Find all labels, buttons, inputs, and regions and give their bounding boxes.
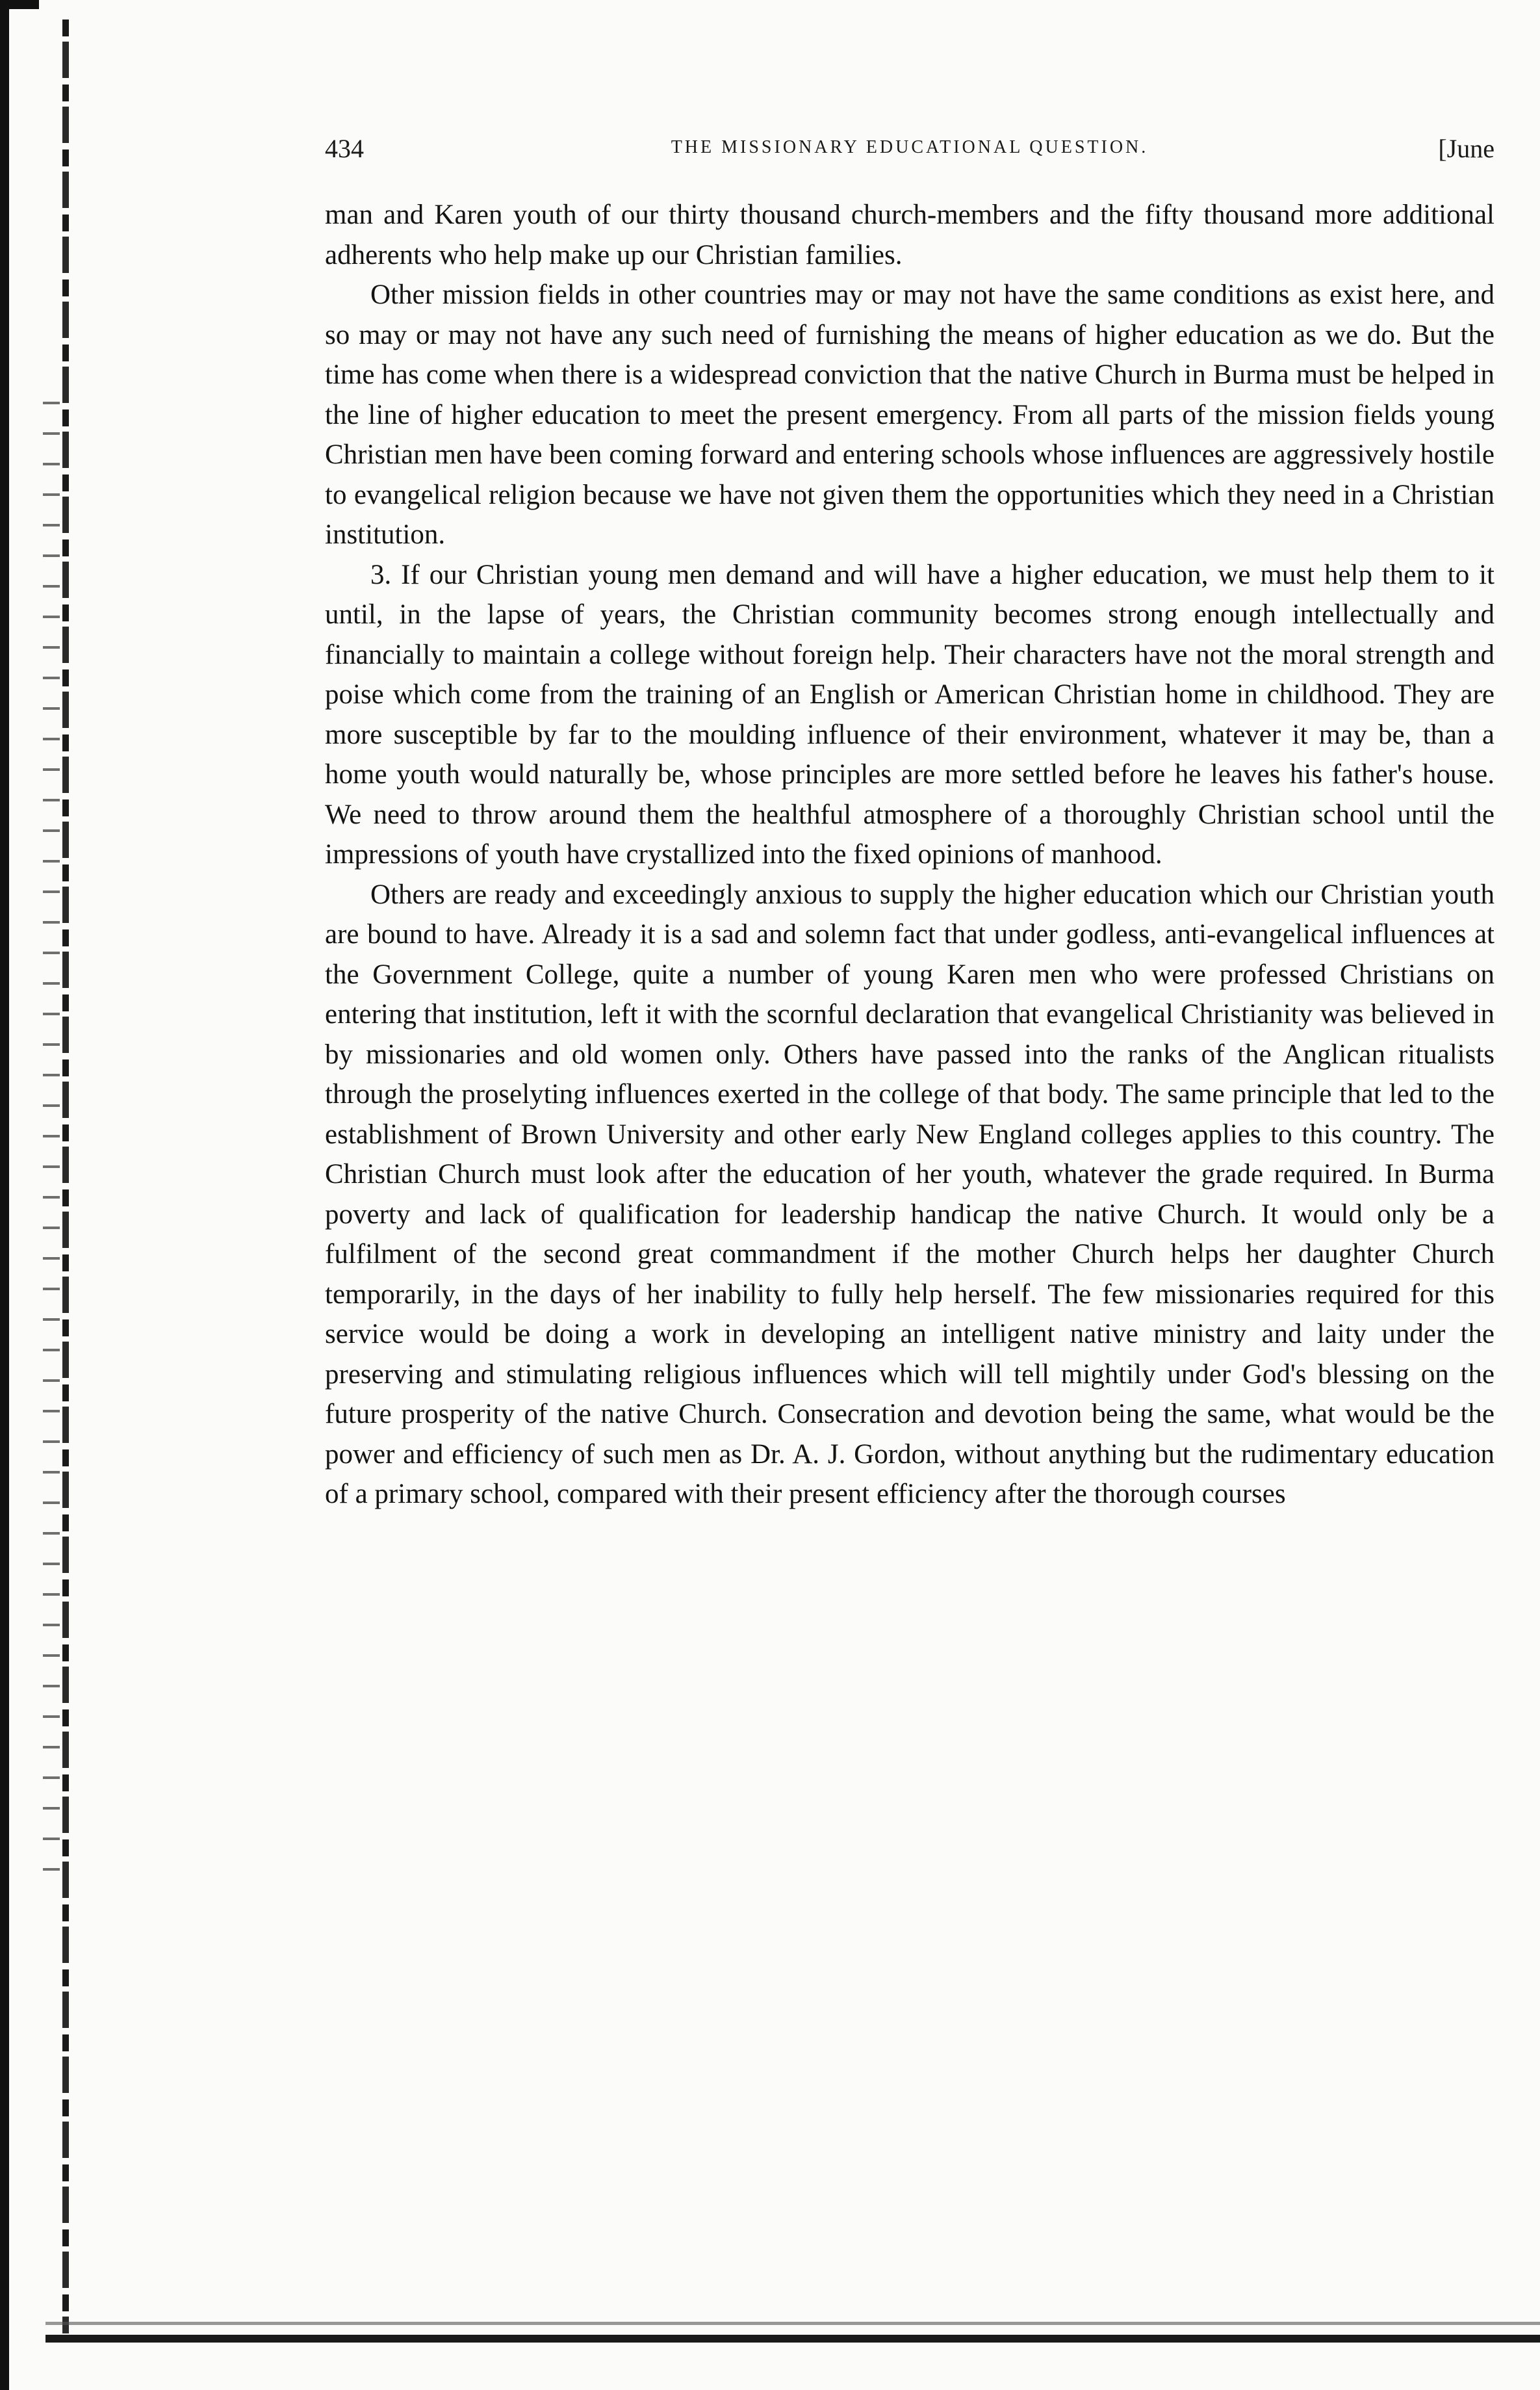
binding-edge: [0, 0, 9, 2390]
running-head: [325, 133, 1495, 172]
page-number: 434: [325, 134, 364, 163]
paragraph-others-are-ready: Others are ready and exceedingly anxious to supply the higher education which our Christian youth are bound to have. Already it is a sad and solemn fact that under godless, anti-evangelical influences at the Government College, quite a number of young Karen men who were professed Christians on entering that institution, left it with the scornful declaration that evangelical Christianity was believed in by missionaries and old women only. Others have passed into the ranks of the Anglican ritualists through the proselyting influences exerted in the college of that body. The same principle that led to the establishment of Brown University and other early New England colleges applies to this country. The Christian Church must look after the education of her youth, whatever the grade required. In Burma poverty and lack of qualification for leadership handicap the native Church. It would only be a fulfilment of the second great commandment if the mother Church helps her daughter Church temporarily, in the days of her inability to fully help herself. The few missionaries required for this service would be doing a work in developing an intelligent native ministry and laity under the preserving and stimulating religious influences which will tell mightily under God's blessing on the future prosperity of the native Church. Consecration and devotion being the same, what would be the power and efficiency of such men as Dr. A. J. Gordon, without anything but the rudimentary education of a primary school, compared with their present efficiency after the thorough courses: [325, 879, 1495, 1509]
bottom-scan-line-faint: [45, 2322, 1540, 2325]
issue-month: [June: [1438, 134, 1495, 163]
paragraph-continued: man and Karen youth of our thirty thousand church-members and the fifty thousand more additional adherents who help make up our Christian families.: [325, 200, 1495, 270]
binding-corner: [0, 0, 39, 9]
running-title: THE MISSIONARY EDUCATIONAL QUESTION.: [671, 137, 1149, 157]
article-body: [325, 195, 1495, 1514]
paragraph-point-3: 3. If our Christian young men demand and will have a higher education, we must help them to it until, in the lapse of years, the Christian community becomes strong enough intellectually and financially to maintain a college without foreign help. Their characters have not the moral strength and poise which come from the training of an English or American Christian home in childhood. They are more susceptible by far to the moulding influence of their environment, whatever it may be, than a home youth would naturally be, whose principles are more settled before he leaves his father's house. We need to throw around them the healthful atmosphere of a thoroughly Christian school until the impressions of youth have crystallized into the fixed opinions of manhood.: [325, 559, 1495, 870]
bottom-scan-edge: [45, 2335, 1540, 2343]
gutter-scan-artifact: [62, 19, 69, 2333]
paragraph-other-mission-fields: Other mission fields in other countries may or may not have the same conditions as exist here, and so may or may not have any such need of furnishing the means of higher education as we do. But the time has come when there is a widespread conviction that the native Church in Burma must be helped in the line of higher education to meet the present emergency. From all parts of the mission fields young Christian men have been coming forward and entering schools whose influences are aggressively hostile to evangelical religion because we have not given them the opportunities which they need in a Christian institution.: [325, 279, 1495, 550]
gutter-speckle-artifact: [43, 390, 60, 1885]
